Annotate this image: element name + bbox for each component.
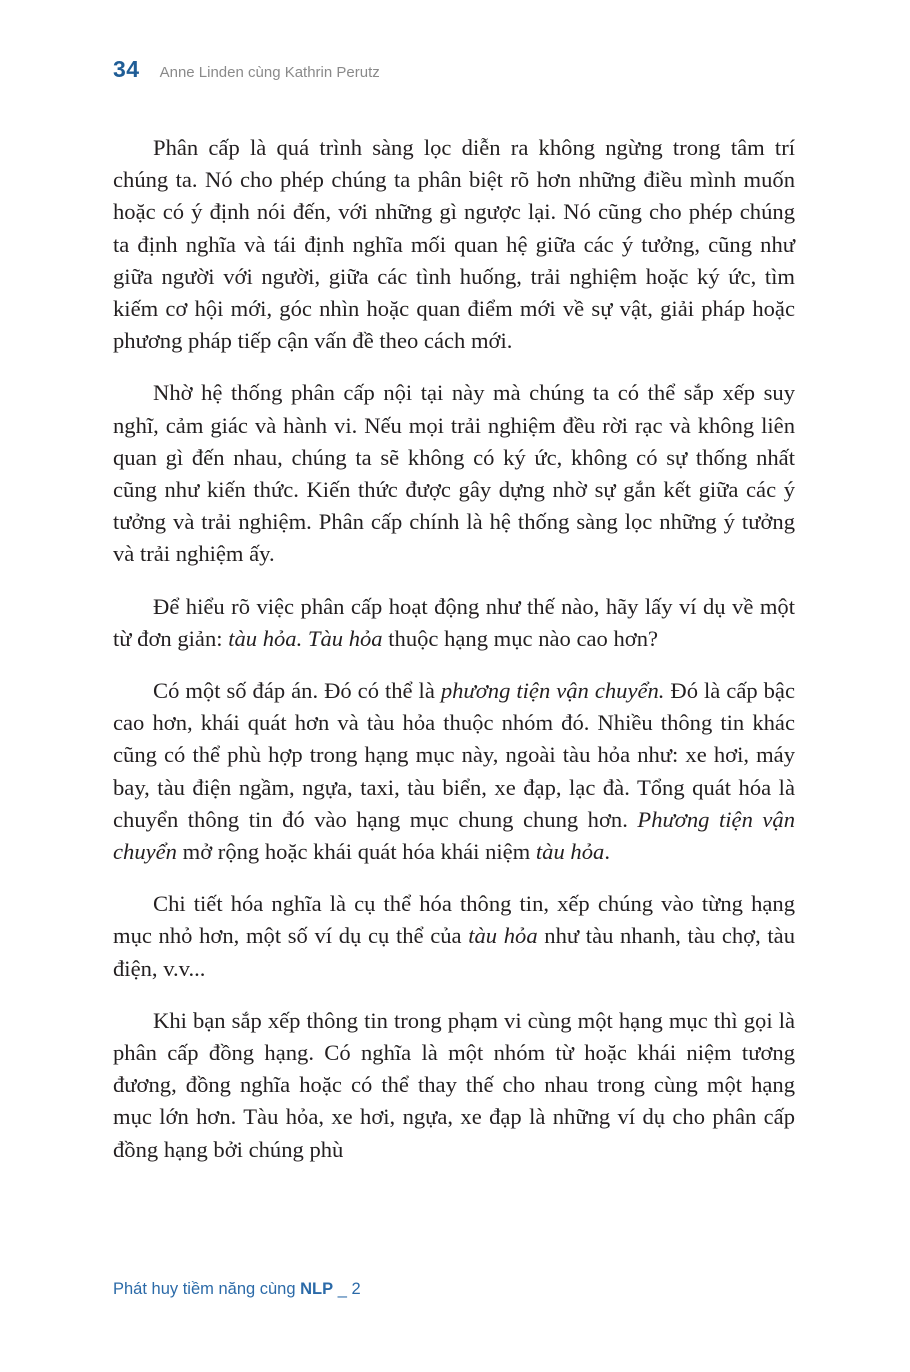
- paragraph-text: Phân cấp là quá trình sàng lọc diễn ra không ngừng trong tâm trí chúng ta. Nó cho phép chúng ta phân biệt rõ hơn những điều mình muốn hoặc có ý định nói đến, với những gì ngược lại. Nó cũng cho phép chúng ta định nghĩa và tái định nghĩa mối quan hệ giữa các ý tưởng, cũng như giữa người với người, giữa các tình huống, trải nghiệm hoặc ký ức, tìm kiếm cơ hội mới, góc nhìn hoặc quan điểm mới về sự vật, giải pháp hoặc phương pháp tiếp cận vấn đề theo cách mới.: [113, 135, 795, 354]
- paragraph: [113, 888, 795, 985]
- paragraph-text: Khi bạn sắp xếp thông tin trong phạm vi cùng một hạng mục thì gọi là phân cấp đồng hạng. Có nghĩa là một nhóm từ hoặc khái niệm tương đương, đồng nghĩa hoặc có thể thay thế cho nhau trong cùng một hạng mục lớn hơn. Tàu hỏa, xe hơi, ngựa, xe đạp là những ví dụ cho phân cấp đồng hạng bởi chúng phù: [113, 1007, 795, 1162]
- paragraph-text: .: [604, 839, 610, 865]
- paragraph-text: Đó là cấp bậc cao hơn, khái quát hơn và tàu hỏa thuộc nhóm đó. Nhiều thông tin khác cũng có thể phù hợp trong hạng mục này, ngoài tàu hỏa như: xe hơi, máy bay, tàu điện ngầm, ngựa, taxi, tàu biển, xe đạp, lạc đà. Tổng quát hóa là chuyển thông tin đó vào hạng mục chung chung hơn.: [113, 678, 795, 832]
- body-text: [113, 132, 795, 1186]
- paragraph: [113, 377, 795, 570]
- paragraph-text: Để hiểu rõ việc phân cấp hoạt động như thế nào, hãy lấy ví dụ về một từ đơn giản:: [113, 593, 795, 651]
- paragraph-text: Có một số đáp án. Đó có thể là: [153, 678, 441, 704]
- italic-term: tàu hỏa. Tàu hỏa: [228, 625, 383, 651]
- running-head-authors: Anne Linden cùng Kathrin Perutz: [159, 64, 380, 81]
- paragraph: [113, 1005, 795, 1166]
- paragraph-text: như tàu nhanh, tàu chợ, tàu điện, v.v...: [113, 923, 795, 981]
- italic-term: phương tiện vận chuyển.: [440, 678, 665, 704]
- footer-separator: _: [333, 1280, 352, 1298]
- footer-volume-number: 2: [351, 1280, 361, 1298]
- paragraph-text: Nhờ hệ thống phân cấp nội tại này mà chúng ta có thể sắp xếp suy nghĩ, cảm giác và hành vi. Nếu mọi trải nghiệm đều rời rạc và không liên quan gì đến nhau, chúng ta sẽ không có ký ức, không có sự thống nhất cũng như kiến thức. Kiến thức được gây dựng nhờ sự gắn kết giữa các ý tưởng và trải nghiệm. Phân cấp chính là hệ thống sàng lọc những ý tưởng và trải nghiệm ấy.: [113, 380, 795, 567]
- paragraph: [113, 591, 795, 655]
- paragraph-text: thuộc hạng mục nào cao hơn?: [382, 625, 659, 651]
- paragraph: [113, 675, 795, 868]
- italic-term: tàu hỏa: [535, 839, 605, 865]
- footer-book-title: Phát huy tiềm năng cùng: [113, 1280, 301, 1298]
- page-footer: [113, 1280, 361, 1299]
- page-header: [113, 56, 380, 86]
- page-number: 34: [113, 56, 140, 82]
- italic-term: tàu hỏa: [468, 923, 538, 949]
- paragraph-text: mở rộng hoặc khái quát hóa khái niệm: [176, 839, 536, 865]
- footer-book-title-nlp: NLP: [300, 1280, 334, 1298]
- paragraph-text: Chi tiết hóa nghĩa là cụ thể hóa thông tin, xếp chúng vào từng hạng mục nhỏ hơn, một số ví dụ cụ thể của: [113, 891, 795, 949]
- italic-term: Phương tiện vận chuyển: [113, 806, 795, 865]
- paragraph: [113, 132, 795, 357]
